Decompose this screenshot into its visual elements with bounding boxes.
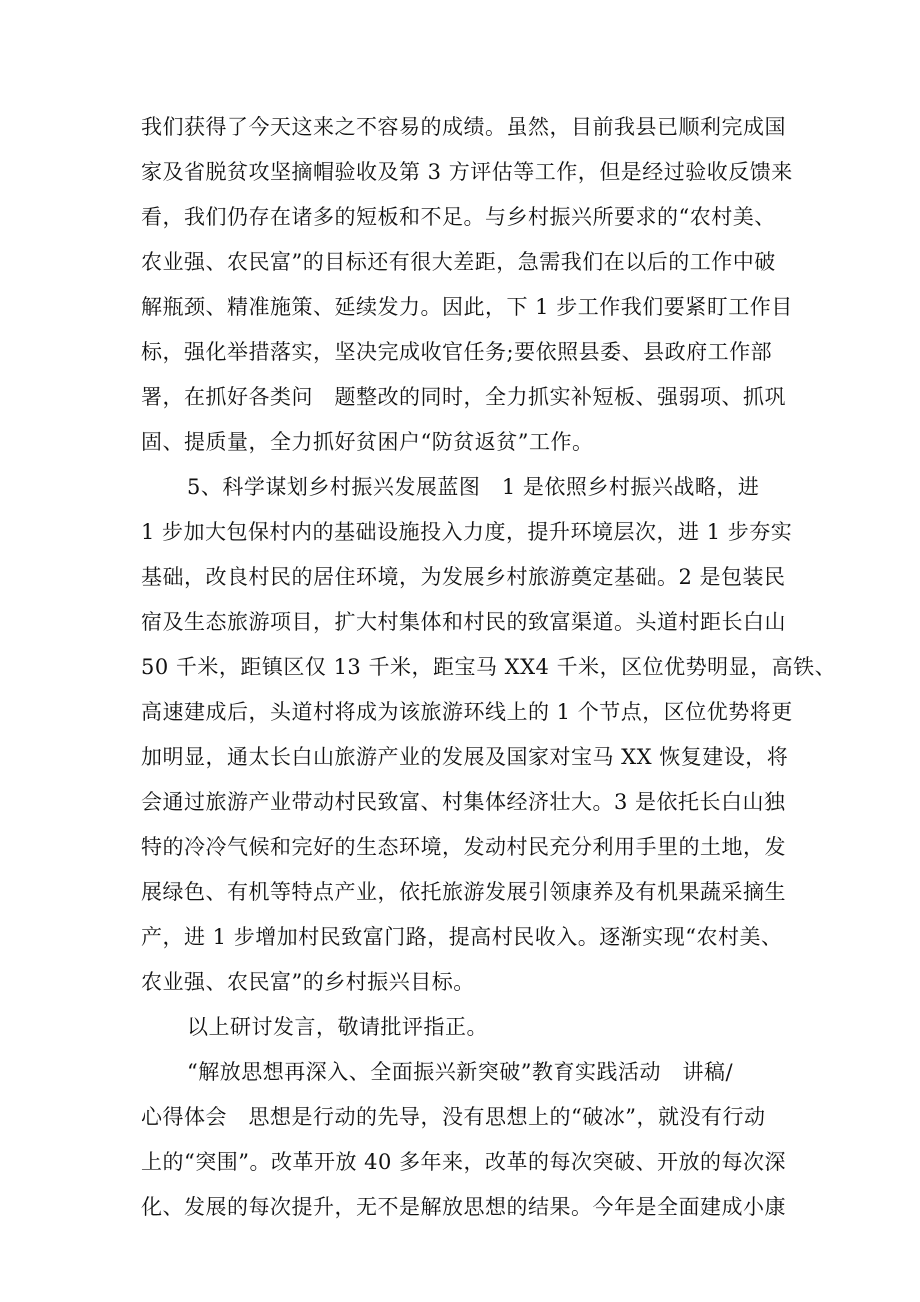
paragraph-3-line-1: 以上研讨发言，敬请批评指正。 [187,1015,488,1039]
paragraph-2-line-1: 5、科学谋划乡村振兴发展蓝图 1 是依照乡村振兴战略，进 [187,475,760,499]
paragraph-1-line-2: 家及省脱贫攻坚摘帽验收及第 3 方评估等工作，但是经过验收反馈来 [141,160,793,184]
paragraph-2-line-2: 1 步加大包保村内的基础设施投入力度，提升环境层次，进 1 步夯实 [141,520,793,544]
paragraph-1-line-6: 标，强化举措落实，坚决完成收官任务;要依照县委、县政府工作部 [141,340,773,364]
paragraph-1-line-3: 看，我们仍存在诸多的短板和不足。与乡村振兴所要求的“农村美、 [141,205,776,229]
paragraph-2-line-8: 会通过旅游产业带动村民致富、村集体经济壮大。3 是依托长白山独 [141,790,786,814]
paragraph-2-line-3: 基础，改良村民的居住环境，为发展乡村旅游奠定基础。2 是包装民 [141,565,786,589]
paragraph-2-line-12: 农业强、农民富”的乡村振兴目标。 [141,970,475,994]
paragraph-2-line-4: 宿及生态旅游项目，扩大村集体和村民的致富渠道。头道村距长白山 [141,610,786,634]
paragraph-1-line-8: 固、提质量，全力抓好贫困户“防贫返贫”工作。 [141,430,594,454]
paragraph-2-line-7: 加明显，通太长白山旅游产业的发展及国家对宝马 XX 恢复建设，将 [141,745,789,769]
paragraph-1-line-7: 署，在抓好各类问 题整改的同时，全力抓实补短板、强弱项、抓巩 [141,385,786,409]
paragraph-1-line-5: 解瓶颈、精准施策、延续发力。因此，下 1 步工作我们要紧盯工作目 [141,295,793,319]
paragraph-2-line-10: 展绿色、有机等特点产业，依托旅游发展引领康养及有机果蔬采摘生 [141,880,786,904]
paragraph-2-line-5: 50 千米，距镇区仅 13 千米，距宝马 XX4 千米，区位优势明显，高铁、 [141,655,837,679]
paragraph-2-line-6: 高速建成后，头道村将成为该旅游环线上的 1 个节点，区位优势将更 [141,700,793,724]
paragraph-4-line-2: 心得体会 思想是行动的先导，没有思想上的“破冰”，就没有行动 [141,1105,766,1129]
paragraph-2-line-9: 特的冷冷气候和完好的生态环境，发动村民充分利用手里的土地，发 [141,835,786,859]
paragraph-4-line-3: 上的“突围”。改革开放 40 多年来，改革的每次突破、开放的每次深 [141,1150,787,1174]
paragraph-2-line-11: 产，进 1 步增加村民致富门路，提高村民收入。逐渐实现“农村美、 [141,925,783,949]
paragraph-1-line-1: 我们获得了今天这来之不容易的成绩。虽然，目前我县已顺利完成国 [141,115,786,139]
paragraph-1-line-4: 农业强、农民富”的目标还有很大差距，急需我们在以后的工作中破 [141,250,776,274]
paragraph-4-line-1: “解放思想再深入、全面振兴新突破”教育实践活动 讲稿/ [187,1060,734,1084]
paragraph-4-line-4: 化、发展的每次提升，无不是解放思想的结果。今年是全面建成小康 [141,1195,786,1219]
